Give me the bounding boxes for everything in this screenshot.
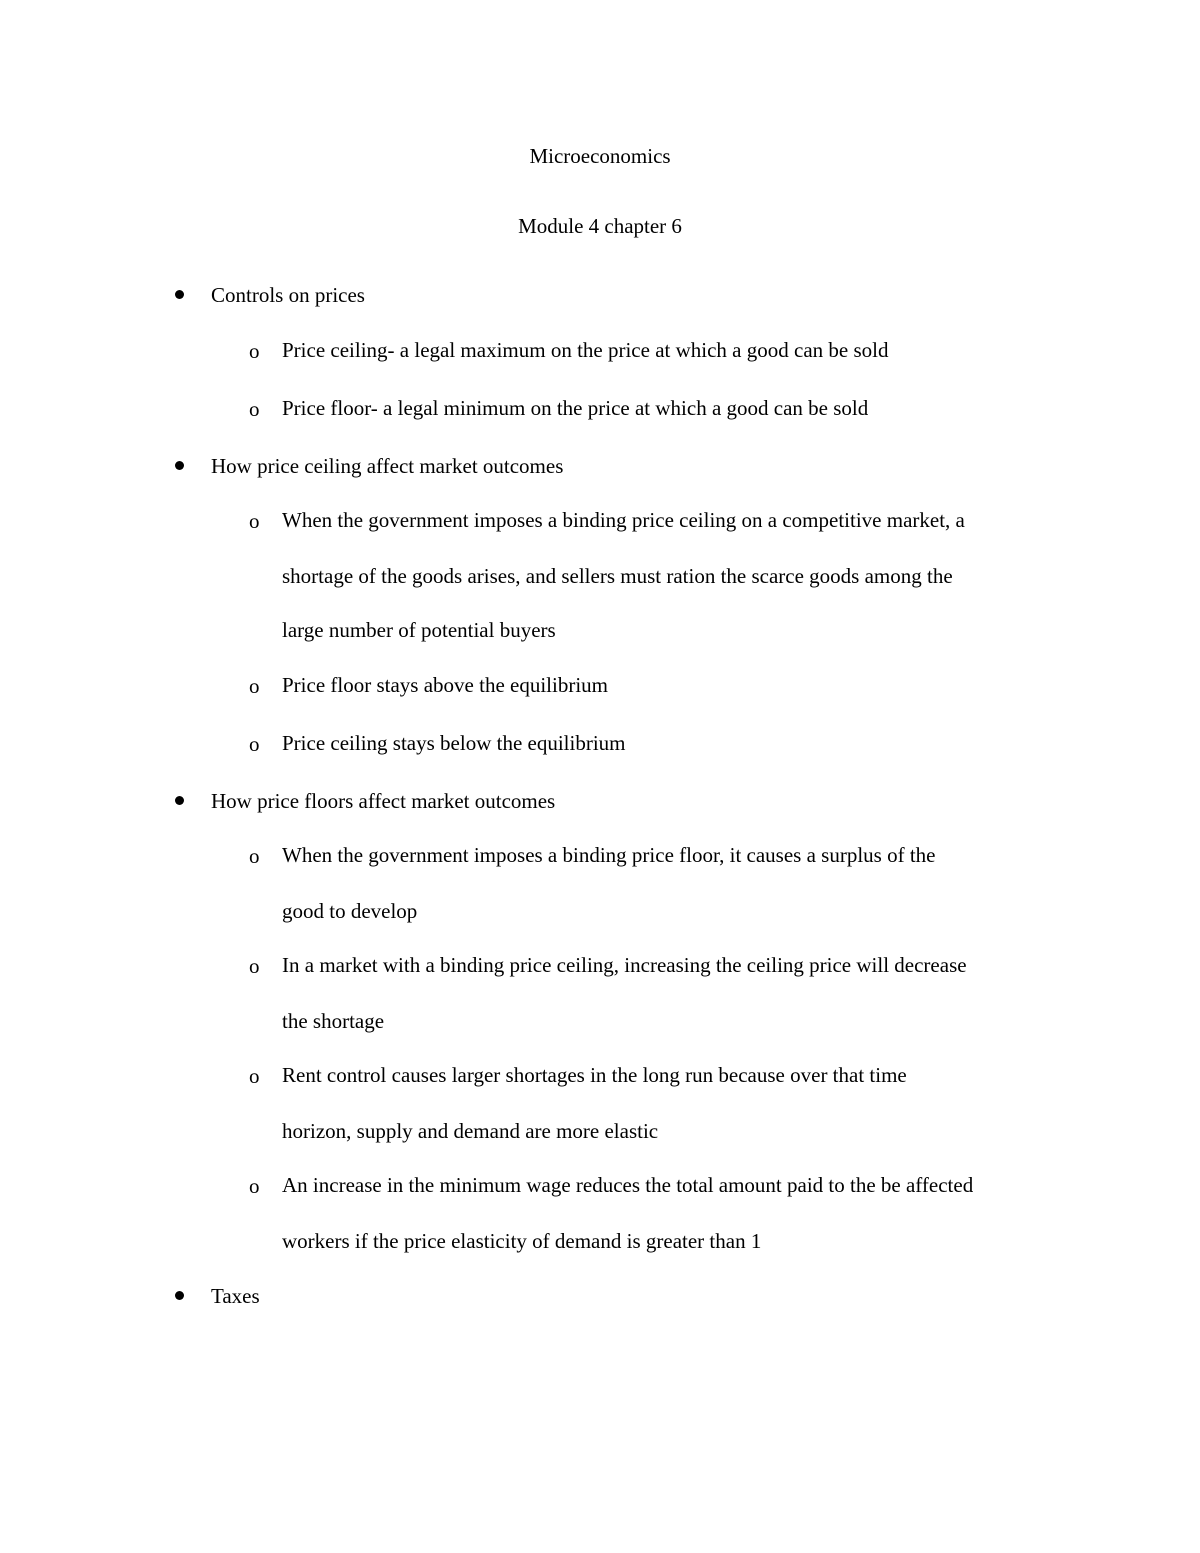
list-item-continuation: workers if the price elasticity of demand is greater than 1	[282, 1229, 762, 1253]
list-item: When the government imposes a binding price floor, it causes a surplus of the	[282, 843, 936, 867]
list-item: Price ceiling stays below the equilibrium	[282, 731, 626, 755]
section-heading: Taxes	[211, 1284, 260, 1308]
list-item: Price floor- a legal minimum on the price at which a good can be sold	[282, 396, 869, 420]
bullet-circle-icon: o	[249, 1174, 260, 1198]
bullet-circle-icon: o	[249, 954, 260, 978]
list-item: In a market with a binding price ceiling, increasing the ceiling price will decrease	[282, 953, 967, 977]
document-subtitle: Module 4 chapter 6	[518, 214, 682, 238]
list-item-continuation: large number of potential buyers	[282, 618, 556, 642]
bullet-dot-icon	[175, 1291, 184, 1300]
bullet-circle-icon: o	[249, 674, 260, 698]
bullet-circle-icon: o	[249, 732, 260, 756]
list-item: Rent control causes larger shortages in the long run because over that time	[282, 1063, 907, 1087]
list-item-continuation: horizon, supply and demand are more elastic	[282, 1119, 659, 1143]
list-item-continuation: the shortage	[282, 1009, 385, 1033]
list-item-continuation: good to develop	[282, 899, 418, 923]
bullet-dot-icon	[175, 796, 184, 805]
bullet-circle-icon: o	[249, 509, 260, 533]
list-item-continuation: shortage of the goods arises, and sellers must ration the scarce goods among the	[282, 564, 953, 588]
list-item: Price floor stays above the equilibrium	[282, 673, 609, 697]
list-item: Price ceiling- a legal maximum on the price at which a good can be sold	[282, 338, 889, 362]
bullet-dot-icon	[175, 461, 184, 470]
section-heading: How price ceiling affect market outcomes	[211, 454, 564, 478]
bullet-circle-icon: o	[249, 339, 260, 363]
list-item: An increase in the minimum wage reduces the total amount paid to the be affected	[282, 1173, 974, 1197]
bullet-circle-icon: o	[249, 397, 260, 421]
list-item: When the government imposes a binding price ceiling on a competitive market, a	[282, 508, 965, 532]
document-title: Microeconomics	[529, 144, 671, 168]
section-heading: How price floors affect market outcomes	[211, 789, 556, 813]
section-heading: Controls on prices	[211, 283, 365, 307]
bullet-circle-icon: o	[249, 1064, 260, 1088]
bullet-circle-icon: o	[249, 844, 260, 868]
bullet-dot-icon	[175, 290, 184, 299]
